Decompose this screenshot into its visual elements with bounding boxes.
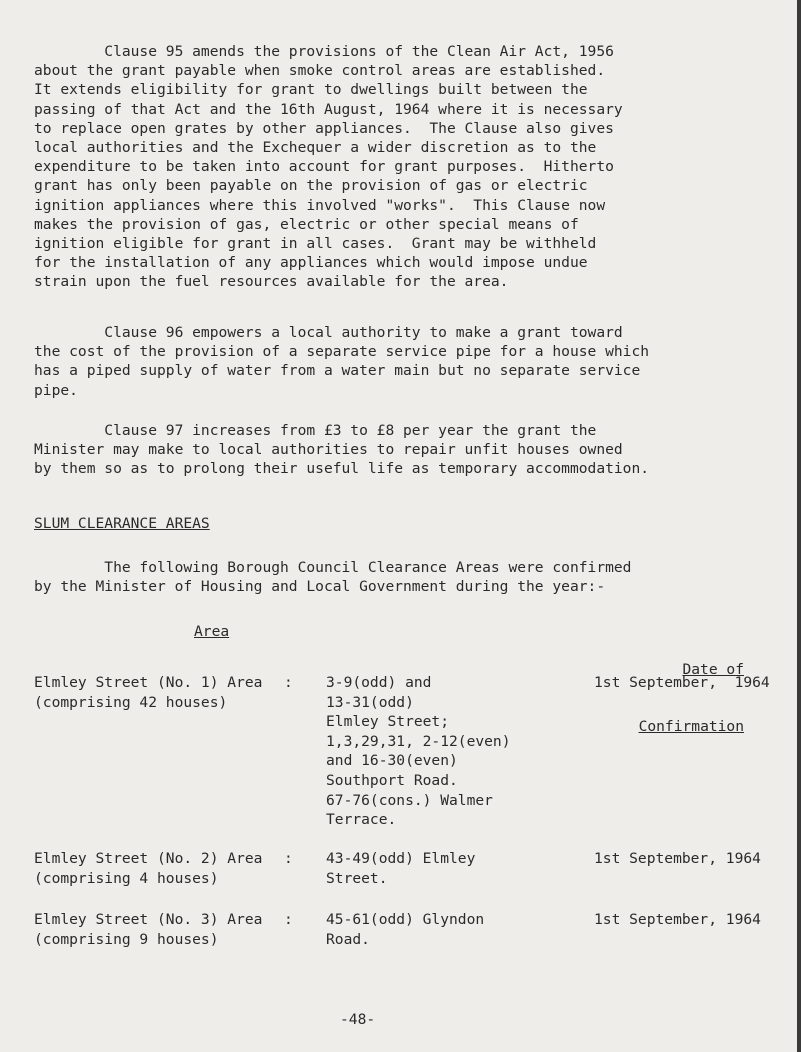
- area-line: (comprising 4 houses): [34, 869, 219, 887]
- section-heading: SLUM CLEARANCE AREAS: [34, 515, 210, 532]
- text-line: expenditure to be taken into account for grant purposes. Hitherto: [34, 158, 614, 176]
- text-line: pipe.: [34, 381, 78, 399]
- text-line: has a piped supply of water from a water main but no separate service: [34, 362, 641, 380]
- text-line: by them so as to prolong their useful life as temporary accommodation.: [34, 460, 650, 478]
- area-line: Elmley Street (No. 1) Area: [34, 674, 263, 691]
- property-line: 13-31(odd): [326, 693, 414, 711]
- area-line: (comprising 42 houses): [34, 693, 228, 711]
- property-line: 67-76(cons.) Walmer: [326, 791, 493, 809]
- paragraph-intro: [34, 558, 754, 596]
- confirmation-date: 1st September, 1964: [594, 850, 761, 867]
- text-line: Minister may make to local authorities to repair unfit houses owned: [34, 441, 623, 459]
- text-line: for the installation of any appliances which would impose undue: [34, 254, 588, 272]
- text-line: by the Minister of Housing and Local Government during the year:-: [34, 578, 606, 596]
- property-list: [326, 673, 566, 830]
- area-line: Elmley Street (No. 2) Area: [34, 850, 263, 867]
- column-header-area: Area: [194, 623, 230, 640]
- text-line: grant has only been payable on the provision of gas or electric: [34, 177, 588, 195]
- area-line: Elmley Street (No. 3) Area: [34, 911, 263, 928]
- text-line: to replace open grates by other appliances. The Clause also gives: [34, 119, 614, 137]
- text-line: the cost of the provision of a separate service pipe for a house which: [34, 343, 650, 361]
- text-line: Clause 97 increases from £3 to £8 per year the grant the: [34, 422, 597, 439]
- text-line: about the grant payable when smoke control areas are established.: [34, 62, 606, 80]
- property-line: 43-49(odd) Elmley: [326, 850, 476, 867]
- property-list: [326, 910, 566, 949]
- property-line: Elmley Street;: [326, 713, 450, 731]
- paragraph-clause-96: [34, 323, 754, 400]
- confirmation-date: 1st September, 1964: [594, 674, 770, 691]
- column-header-date: [620, 622, 744, 774]
- property-line: 45-61(odd) Glyndon: [326, 911, 485, 928]
- page-number: -48-: [340, 1011, 376, 1028]
- column-header-date-line1: Date of: [682, 661, 744, 678]
- separator-colon: :: [284, 850, 293, 867]
- property-line: Road.: [326, 930, 370, 948]
- property-list: [326, 849, 566, 888]
- property-line: Southport Road.: [326, 771, 458, 789]
- text-line: It extends eligibility for grant to dwellings built between the: [34, 81, 588, 99]
- area-name: [34, 673, 284, 712]
- paragraph-clause-97: [34, 421, 754, 479]
- area-name: [34, 849, 284, 888]
- property-line: Terrace.: [326, 811, 397, 829]
- text-line: Clause 95 amends the provisions of the Clean Air Act, 1956: [34, 43, 614, 60]
- area-name: [34, 910, 284, 949]
- text-line: ignition eligible for grant in all cases. Grant may be withheld: [34, 235, 597, 253]
- paragraph-clause-95: [34, 42, 754, 292]
- page-edge-shadow: [797, 0, 801, 1052]
- property-line: 3-9(odd) and: [326, 674, 432, 691]
- confirmation-date: 1st September, 1964: [594, 911, 761, 928]
- text-line: makes the provision of gas, electric or other special means of: [34, 215, 579, 233]
- text-line: ignition appliances where this involved "works". This Clause now: [34, 196, 606, 214]
- separator-colon: :: [284, 674, 293, 691]
- column-header-date-line2: Confirmation: [638, 718, 744, 735]
- property-line: Street.: [326, 869, 388, 887]
- area-line: (comprising 9 houses): [34, 930, 219, 948]
- text-line: local authorities and the Exchequer a wider discretion as to the: [34, 139, 597, 157]
- text-line: Clause 96 empowers a local authority to make a grant toward: [34, 324, 623, 341]
- text-line: passing of that Act and the 16th August, 1964 where it is necessary: [34, 100, 623, 118]
- property-line: and 16-30(even): [326, 752, 458, 770]
- text-line: The following Borough Council Clearance Areas were confirmed: [34, 559, 632, 576]
- property-line: 1,3,29,31, 2-12(even): [326, 732, 511, 750]
- text-line: strain upon the fuel resources available for the area.: [34, 273, 509, 291]
- separator-colon: :: [284, 911, 293, 928]
